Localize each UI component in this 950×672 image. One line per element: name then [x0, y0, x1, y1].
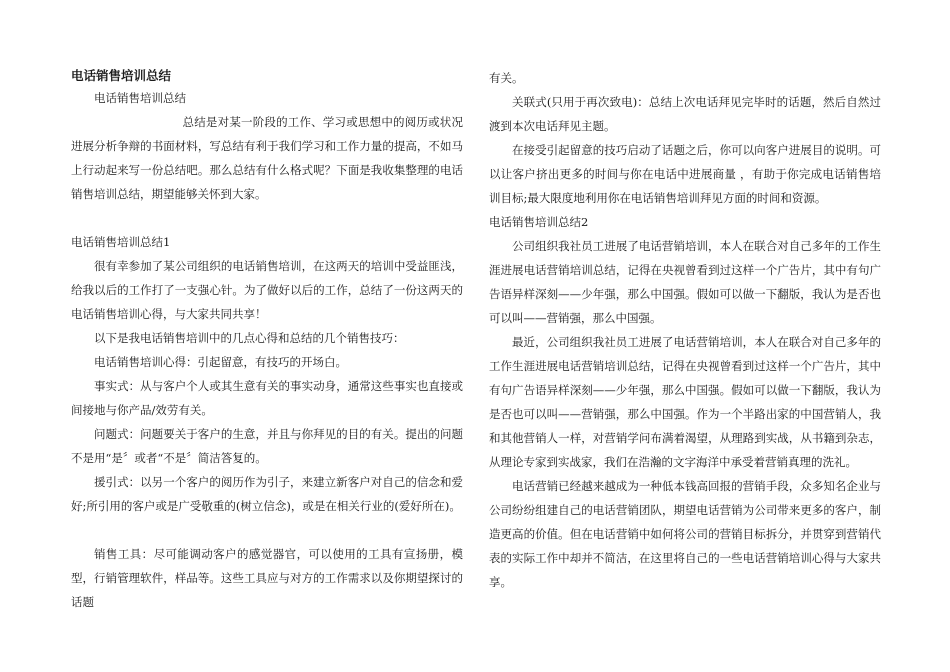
paragraph: 在接受引起留意的技巧启动了话题之后，你可以向客户进展目的说明。可以让客户挤出更多的时间与你在电话中进展商量 ，有助于你完成电话销售培训目标;最大限度地利用你在电话销售培训拜见方面的时间和资源。	[489, 143, 881, 205]
left-column-body	[71, 86, 463, 614]
paragraph: 有关。	[489, 71, 524, 85]
paragraph: 事实式：从与客户个人或其生意有关的事实动身，通常这些事实也直接或间接地与你产品/效劳有关。	[71, 379, 463, 417]
paragraph: 以下是我电话销售培训中的几点心得和总结的几个销售技巧：	[94, 331, 405, 345]
paragraph: 最近，公司组织我社员工进展了电话营销培训，本人在联合对自己多年的工作生涯进展电话营销培训总结，记得在央视曾看到过这样一个广告片，其中有句广告语异样深刻——少年强，那么中国强。假如可以做一下翻版，我认为是否也可以叫——营销强，那么中国强。作为一个半路出家的中国营销人，我和其他营销人一样，对营销学问布满着渴望，从理路到实战，从书籍到杂志，从理论专家到实战家，我们在浩瀚的文字海洋中承受着营销真理的洗礼。	[489, 335, 881, 469]
paragraph: 电话销售培训总结	[94, 91, 186, 105]
paragraph: 很有幸参加了某公司组织的电话销售培训，在这两天的培训中受益匪浅，给我以后的工作打了一支强心针。为了做好以后的工作，总结了一份这两天的电话销售培训心得，与大家共同共享！	[71, 259, 463, 321]
left-column	[71, 66, 463, 614]
paragraph: 电话销售培训心得：引起留意，有技巧的开场白。	[94, 355, 347, 369]
paragraph: 关联式(只用于再次致电)：总结上次电话拜见完毕时的话题，然后自然过渡到本次电话拜见主题。	[489, 95, 881, 133]
paragraph-gap	[71, 206, 463, 230]
paragraph: 销售工具：尽可能调动客户的感觉器官，可以使用的工具有宣扬册，模型，行销管理软件，样品等。这些工具应与对方的工作需求以及你期望探讨的话题	[71, 547, 463, 609]
paragraph: 援引式：以另一个客户的阅历作为引子，来建立新客户对自己的信念和爱好;所引用的客户或是广受敬重的(树立信念)，或是在相关行业的(爱好所在)。	[71, 475, 463, 513]
paragraph: 电话销售培训总结2	[489, 215, 589, 229]
paragraph: 问题式：问题要关于客户的生意，并且与你拜见的目的有关。提出的问题不是用“是〞或者“不是〞简洁答复的。	[71, 427, 463, 465]
document-title: 电话销售培训总结	[71, 68, 172, 83]
paragraph: 电话销售培训总结1	[71, 235, 171, 249]
paragraph: 电话营销已经越来越成为一种低本钱高回报的营销手段，众多知名企业与公司纷纷组建自己的电话营销团队，期望电话营销为公司带来更多的客户，制造更高的价值。但在电话营销中如何将公司的营销目标拆分，并贯穿到营销代表的实际工作中却并不简洁，在这里将自己的一些电话营销培训心得与大家共享。	[489, 479, 881, 589]
paragraph-gap	[71, 518, 463, 542]
right-column-body	[489, 66, 881, 594]
right-column	[489, 66, 881, 594]
paragraph: 总结是对某一阶段的工作、学习或思想中的阅历或状况进展分析争辩的书面材料，写总结有利于我们学习和工作力量的提高，不如马上行动起来写一份总结吧。那么总结有什么格式呢？下面是我收集整理的电话销售培训总结，期望能够关怀到大家。	[71, 115, 463, 201]
paragraph: 公司组织我社员工进展了电话营销培训，本人在联合对自己多年的工作生涯进展电话营销培训总结，记得在央视曾看到过这样一个广告片，其中有句广告语异样深刻——少年强，那么中国强。假如可以做一下翻版，我认为是否也可以叫——营销强，那么中国强。	[489, 239, 881, 325]
